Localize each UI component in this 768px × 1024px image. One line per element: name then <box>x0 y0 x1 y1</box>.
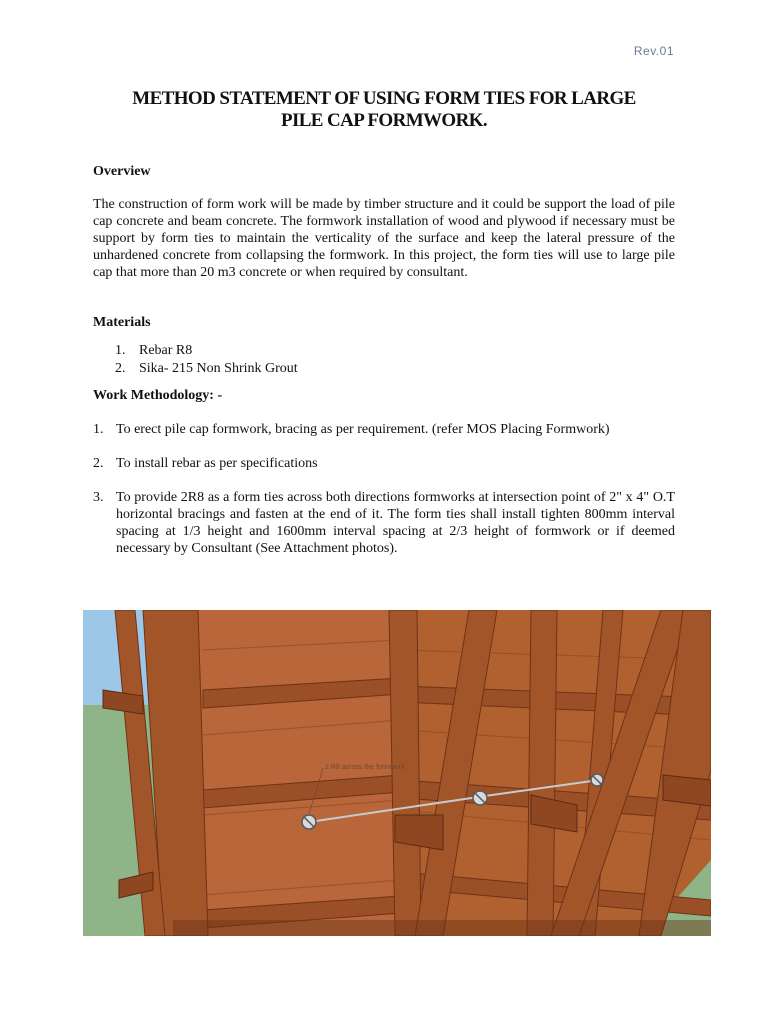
document-title <box>93 88 675 132</box>
title-line-1: METHOD STATEMENT OF USING FORM TIES FOR LARGE <box>132 88 636 109</box>
materials-heading: Materials <box>93 315 151 330</box>
overview-paragraph: The construction of form work will be made by timber structure and it could be support the load of pile cap concrete and beam concrete. The formwork installation of wood and plywood if necessary must be support by form ties to maintain the verticality of the surface and keep the lateral pressure of the unhardened concrete from collapsing the formwork. In this project, the form ties will use to large pile cap that more than 20 m3 concrete or when required by consultant. <box>93 197 675 280</box>
formwork-3d-rendering <box>83 610 711 936</box>
list-item: 1. Rebar R8 <box>115 343 193 358</box>
methodology-heading: Work Methodology: - <box>93 388 223 403</box>
overview-heading: Overview <box>93 164 151 179</box>
method-step-1: 1. To erect pile cap formwork, bracing as per requirement. (refer MOS Placing Formwork) <box>93 422 610 437</box>
method-step-2: 2. To install rebar as per specifications <box>93 456 318 471</box>
photo-annotation: 2 R8 across the formwork <box>325 764 405 771</box>
method-step-3: 3. To provide 2R8 as a form ties across both directions formworks at intersection point of 2" x 4" O.T horizontal bracings and fasten at the end of it. The form ties shall install tighten 800mm interval spacing at 1/3 height and 1600mm interval spacing at 2/3 height of formwork or if deemed necessary by Consultant (See Attachment photos). <box>93 490 675 556</box>
list-item: 2. Sika- 215 Non Shrink Grout <box>115 361 298 376</box>
title-line-2: PILE CAP FORMWORK. <box>280 110 488 131</box>
formwork-illustration <box>83 610 711 936</box>
revision-label: Rev.01 <box>633 44 674 58</box>
materials-list <box>115 342 298 378</box>
plywood-panel-left <box>173 610 401 936</box>
